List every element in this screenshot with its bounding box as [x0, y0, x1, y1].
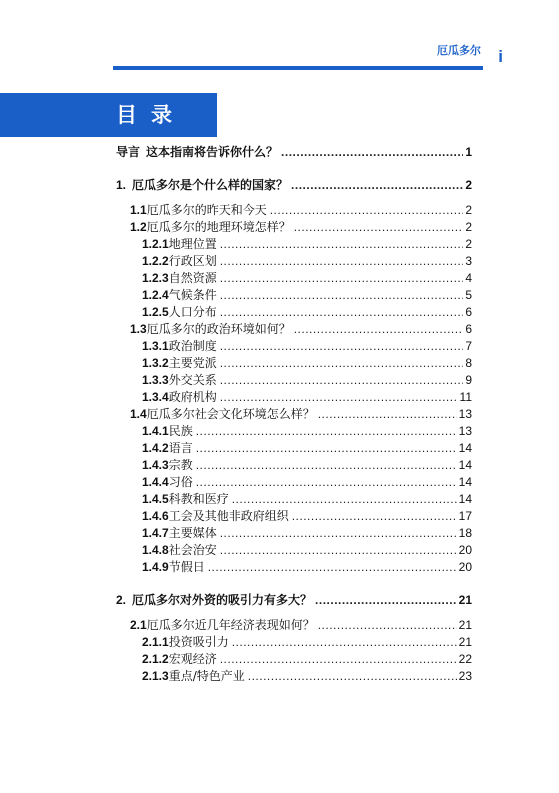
toc-page-number: 17 — [458, 509, 472, 523]
toc-dot-leader — [292, 508, 457, 525]
toc-entry-title: 厄瓜多尔社会文化环境怎么样？ — [146, 407, 315, 421]
toc-page-number: 14 — [458, 458, 472, 472]
toc-page-number: 14 — [458, 441, 472, 455]
toc-page-number: 2 — [465, 203, 472, 217]
toc-dot-leader — [248, 668, 457, 685]
toc-entry-row[interactable] — [0, 202, 472, 219]
toc-entry-row[interactable] — [0, 508, 472, 525]
toc-entry-row[interactable] — [0, 236, 472, 253]
toc-entry-title: 地理位置 — [168, 237, 217, 251]
toc-dot-leader — [196, 457, 457, 474]
toc-entry-row[interactable] — [0, 372, 472, 389]
toc-entry-row[interactable] — [0, 440, 472, 457]
toc-dot-leader — [220, 355, 464, 372]
toc-entry-title: 节假日 — [168, 560, 205, 574]
toc-chapter-row[interactable] — [0, 144, 472, 161]
toc-entry-title: 人口分布 — [168, 305, 217, 319]
toc-entry-title: 厄瓜多尔近几年经济表现如何？ — [146, 618, 315, 632]
toc-entry-row[interactable] — [0, 219, 472, 236]
toc-entry-row[interactable] — [0, 406, 472, 423]
toc-entry-title: 宏观经济 — [168, 652, 217, 666]
toc-entry-number: 1.4 — [130, 407, 147, 421]
toc-dot-leader — [196, 474, 457, 491]
toc-page-number: 20 — [458, 560, 472, 574]
toc-entry-number: 1.2.1 — [142, 237, 169, 251]
toc-dot-leader — [315, 592, 457, 609]
toc-page-number: 13 — [458, 407, 472, 421]
toc-dot-leader — [220, 372, 464, 389]
toc-entry-title: 厄瓜多尔的昨天和今天 — [146, 203, 267, 217]
toc-page-number: 23 — [458, 669, 472, 683]
toc-entry-number: 2.1.2 — [142, 652, 169, 666]
toc-entry-number: 1.2.2 — [142, 254, 169, 268]
toc-dot-leader — [220, 253, 464, 270]
toc-entry-row[interactable] — [0, 559, 472, 576]
toc-dot-leader — [220, 338, 464, 355]
toc-dot-leader — [294, 219, 464, 236]
toc-page-number: 21 — [458, 635, 472, 649]
toc-entry-row[interactable] — [0, 389, 472, 406]
toc-entry-number: 1.2.4 — [142, 288, 169, 302]
toc-page-number: 5 — [465, 288, 472, 302]
toc-entry-title: 政治制度 — [168, 339, 217, 353]
toc-spacer — [0, 576, 559, 592]
toc-dot-leader — [232, 491, 457, 508]
toc-title-band — [0, 93, 217, 137]
toc-entry-number: 1.3.4 — [142, 390, 169, 404]
toc-entry-number: 1.2.5 — [142, 305, 169, 319]
toc-entry-row[interactable] — [0, 304, 472, 321]
toc-dot-leader — [208, 559, 457, 576]
toc-entry-number: 1.3.3 — [142, 373, 169, 387]
toc-page-number: 7 — [465, 339, 472, 353]
page-number: i — [498, 47, 503, 66]
toc-page-number: 22 — [458, 652, 472, 666]
toc-entry-number: 2. — [116, 593, 127, 607]
toc-dot-leader — [220, 542, 457, 559]
toc-entry-title: 主要党派 — [168, 356, 217, 370]
toc-entry-row[interactable] — [0, 338, 472, 355]
toc-page-number: 1 — [465, 145, 472, 159]
toc-entry-number: 2.1.1 — [142, 635, 169, 649]
toc-chapter-row[interactable] — [0, 177, 472, 194]
toc-dot-leader — [291, 177, 463, 194]
toc-page-number: 2 — [465, 178, 472, 192]
toc-dot-leader — [281, 144, 463, 161]
toc-title: 目录 — [116, 103, 186, 127]
toc-entry-title: 语言 — [168, 441, 193, 455]
toc-page-number: 3 — [465, 254, 472, 268]
toc-entry-title: 民族 — [168, 424, 193, 438]
toc-entry-number: 1.1 — [130, 203, 147, 217]
toc-page-number: 13 — [458, 424, 472, 438]
toc-spacer — [0, 194, 559, 202]
toc-entry-title: 自然资源 — [168, 271, 217, 285]
toc-entry-title: 这本指南将告诉你什么？ — [146, 145, 279, 159]
toc-dot-leader — [318, 406, 457, 423]
toc-entry-number: 1.4.6 — [142, 509, 169, 523]
toc-entry-row[interactable] — [0, 542, 472, 559]
toc-entry-title: 习俗 — [168, 475, 193, 489]
toc-entry-row[interactable] — [0, 491, 472, 508]
toc-entry-number: 1. — [116, 178, 127, 192]
toc-dot-leader — [232, 634, 457, 651]
toc-entry-number: 1.2 — [130, 220, 147, 234]
toc-page-number: 4 — [465, 271, 472, 285]
toc-entry-row[interactable] — [0, 321, 472, 338]
toc-page-number: 6 — [465, 305, 472, 319]
toc-entry-number: 1.3.1 — [142, 339, 169, 353]
toc-dot-leader — [220, 525, 457, 542]
toc-entry-title: 政府机构 — [168, 390, 217, 404]
toc-entry-number: 导言 — [116, 145, 141, 159]
toc-entry-number: 1.4.8 — [142, 543, 169, 557]
toc-entry-number: 1.4.4 — [142, 475, 169, 489]
toc-page-number: 18 — [458, 526, 472, 540]
toc-entry-row[interactable] — [0, 474, 472, 491]
toc-entry-number: 1.3 — [130, 322, 147, 336]
toc-entry-title: 厄瓜多尔是个什么样的国家？ — [132, 178, 289, 192]
toc-entry-title: 厄瓜多尔对外资的吸引力有多大？ — [132, 593, 313, 607]
toc-dot-leader — [220, 651, 457, 668]
toc-entry-title: 主要媒体 — [168, 526, 217, 540]
toc-dot-leader — [294, 321, 464, 338]
toc-entry-row[interactable] — [0, 651, 472, 668]
toc-entry-number: 2.1 — [130, 618, 147, 632]
toc-entry-row[interactable] — [0, 525, 472, 542]
toc-spacer — [0, 161, 559, 177]
toc-chapter-row[interactable] — [0, 592, 472, 609]
toc-entry-title: 社会治安 — [168, 543, 217, 557]
toc-entry-title: 外交关系 — [168, 373, 217, 387]
toc-entry-row[interactable] — [0, 253, 472, 270]
table-of-contents — [0, 144, 559, 685]
toc-page-number: 21 — [458, 593, 472, 607]
toc-entry-title: 宗教 — [168, 458, 193, 472]
toc-entry-title: 重点/特色产业 — [168, 669, 245, 683]
toc-entry-row[interactable] — [0, 617, 472, 634]
toc-entry-title: 厄瓜多尔的地理环境怎样？ — [146, 220, 291, 234]
toc-entry-row[interactable] — [0, 270, 472, 287]
toc-dot-leader — [318, 617, 457, 634]
toc-entry-title: 行政区划 — [168, 254, 217, 268]
toc-entry-number: 1.4.2 — [142, 441, 169, 455]
toc-dot-leader — [220, 389, 458, 406]
toc-dot-leader — [220, 236, 464, 253]
toc-entry-row[interactable] — [0, 287, 472, 304]
toc-dot-leader — [196, 423, 457, 440]
toc-page-number: 8 — [465, 356, 472, 370]
toc-entry-number: 1.4.5 — [142, 492, 169, 506]
toc-entry-title: 科教和医疗 — [168, 492, 229, 506]
toc-page-number: 9 — [465, 373, 472, 387]
running-header-title: 厄瓜多尔 — [437, 44, 481, 57]
toc-page-number: 11 — [459, 390, 472, 404]
toc-dot-leader — [220, 287, 464, 304]
toc-entry-title: 气候条件 — [168, 288, 217, 302]
toc-entry-title: 投资吸引力 — [168, 635, 229, 649]
toc-dot-leader — [270, 202, 464, 219]
toc-page-number: 21 — [458, 618, 472, 632]
toc-entry-row[interactable] — [0, 457, 472, 474]
toc-page-number: 20 — [458, 543, 472, 557]
toc-page-number: 14 — [458, 492, 472, 506]
toc-entry-row[interactable] — [0, 355, 472, 372]
toc-entry-number: 1.2.3 — [142, 271, 169, 285]
toc-dot-leader — [220, 304, 464, 321]
toc-entry-number: 1.4.7 — [142, 526, 169, 540]
toc-entry-row[interactable] — [0, 634, 472, 651]
toc-page-number: 14 — [458, 475, 472, 489]
toc-spacer — [0, 609, 559, 617]
toc-entry-number: 1.3.2 — [142, 356, 169, 370]
toc-entry-number: 1.4.3 — [142, 458, 169, 472]
toc-page-number: 2 — [465, 220, 472, 234]
toc-entry-number: 2.1.3 — [142, 669, 169, 683]
toc-dot-leader — [196, 440, 457, 457]
toc-entry-row[interactable] — [0, 668, 472, 685]
toc-page-number: 2 — [465, 237, 472, 251]
toc-entry-number: 1.4.1 — [142, 424, 169, 438]
toc-page-number: 6 — [465, 322, 472, 336]
toc-entry-title: 工会及其他非政府组织 — [168, 509, 289, 523]
toc-dot-leader — [220, 270, 464, 287]
header-rule — [113, 66, 483, 70]
toc-entry-title: 厄瓜多尔的政治环境如何？ — [146, 322, 291, 336]
toc-entry-number: 1.4.9 — [142, 560, 169, 574]
toc-entry-row[interactable] — [0, 423, 472, 440]
